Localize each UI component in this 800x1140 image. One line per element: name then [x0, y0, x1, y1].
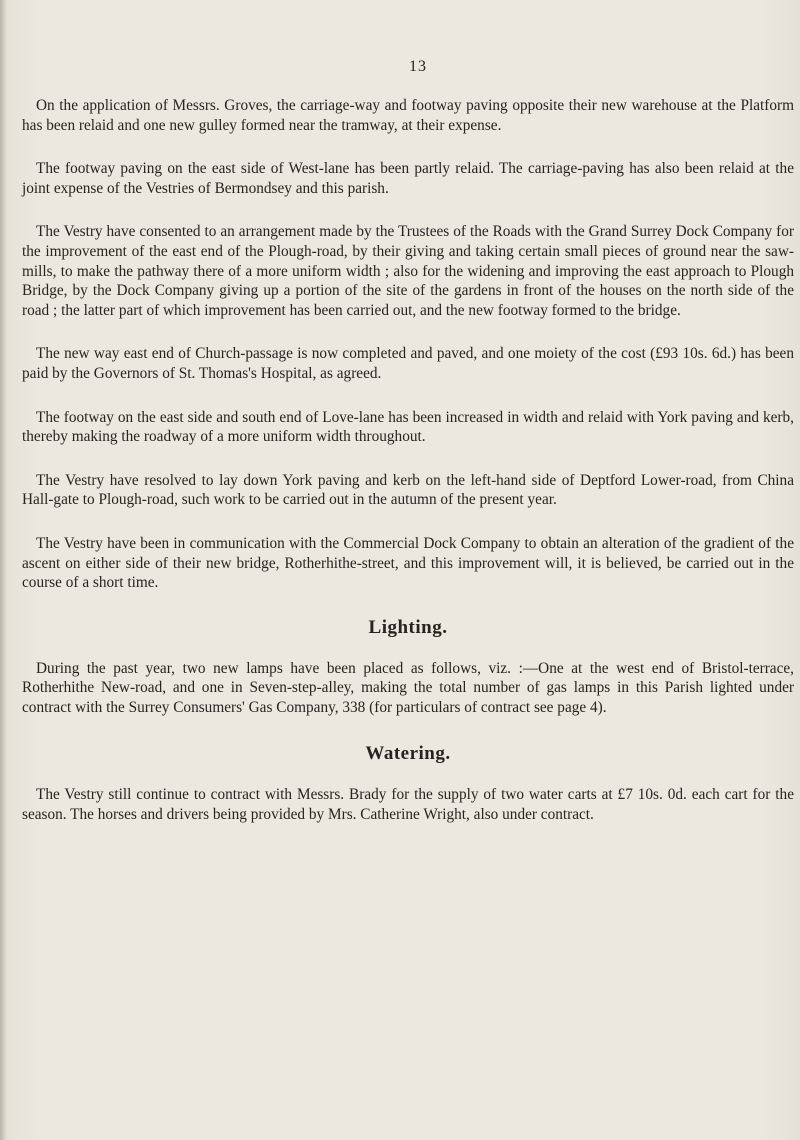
page-spine-shadow [0, 0, 6, 1140]
page-content [22, 58, 794, 849]
paragraph-watering: The Vestry still continue to contract with Messrs. Brady for the supply of two water carts at £7 10s. 0d. each cart for the season. The horses and drivers being provided by Mrs. Catherine Wright, also under contract. [22, 786, 794, 824]
paragraph-church-passage: The new way east end of Church-passage is now completed and paved, and one moiety of the cost (£93 10s. 6d.) has been paid by the Governors of St. Thomas's Hospital, as agreed. [22, 345, 794, 382]
paragraph-plough-road: The Vestry have consented to an arrangement made by the Trustees of the Roads with the Grand Surrey Dock Company for the improvement of the east end of the Plough-road, by their giving and taking certain small pieces of ground near the saw-mills, to make the pathway there of a more uniform width ; also for the widening and improving the east approach to Plough Bridge, by the Dock Company giving up a portion of the site of the gardens in front of the houses on the north side of the road ; the latter part of which improvement has been carried out, and the new footway formed to the bridge. [22, 223, 794, 319]
paragraph-love-lane: The footway on the east side and south end of Love-lane has been increased in width and relaid with York paving and kerb, thereby making the roadway of a more uniform width throughout. [22, 408, 794, 446]
paragraph-west-lane: The footway paving on the east side of West-lane has been partly relaid. The carriage-paving has also been relaid at the joint expense of the Vestries of Bermondsey and this parish. [22, 160, 794, 197]
section-heading-watering: Watering. [365, 743, 451, 765]
paragraph-deptford-road: The Vestry have resolved to lay down York paving and kerb on the left-hand side of Deptford Lower-road, from China Hall-gate to Plough-road, such work to be carried out in the autumn of the present year. [22, 471, 794, 509]
section-heading-lighting: Lighting. [368, 616, 448, 638]
page-number: 13 [409, 58, 427, 75]
paragraph-commercial-dock: The Vestry have been in communication with the Commercial Dock Company to obtain an alteration of the gradient of the ascent on either side of their new bridge, Rotherhithe-street, and this improvement will, it is believed, be carried out in the course of a short time. [22, 534, 794, 592]
paragraph-lighting: During the past year, two new lamps have been placed as follows, viz. :—One at the west end of Bristol-terrace, Rotherhithe New-road, and one in Seven-step-alley, making the total number of gas lamps in this Parish lighted under contract with the Surrey Consumers' Gas Company, 338 (for particulars of contract see page 4). [22, 659, 794, 716]
paragraph-groves-paving: On the application of Messrs. Groves, the carriage-way and footway paving opposite their new warehouse at the Platform has been relaid and one new gulley formed near the tramway, at their expense. [22, 97, 794, 134]
